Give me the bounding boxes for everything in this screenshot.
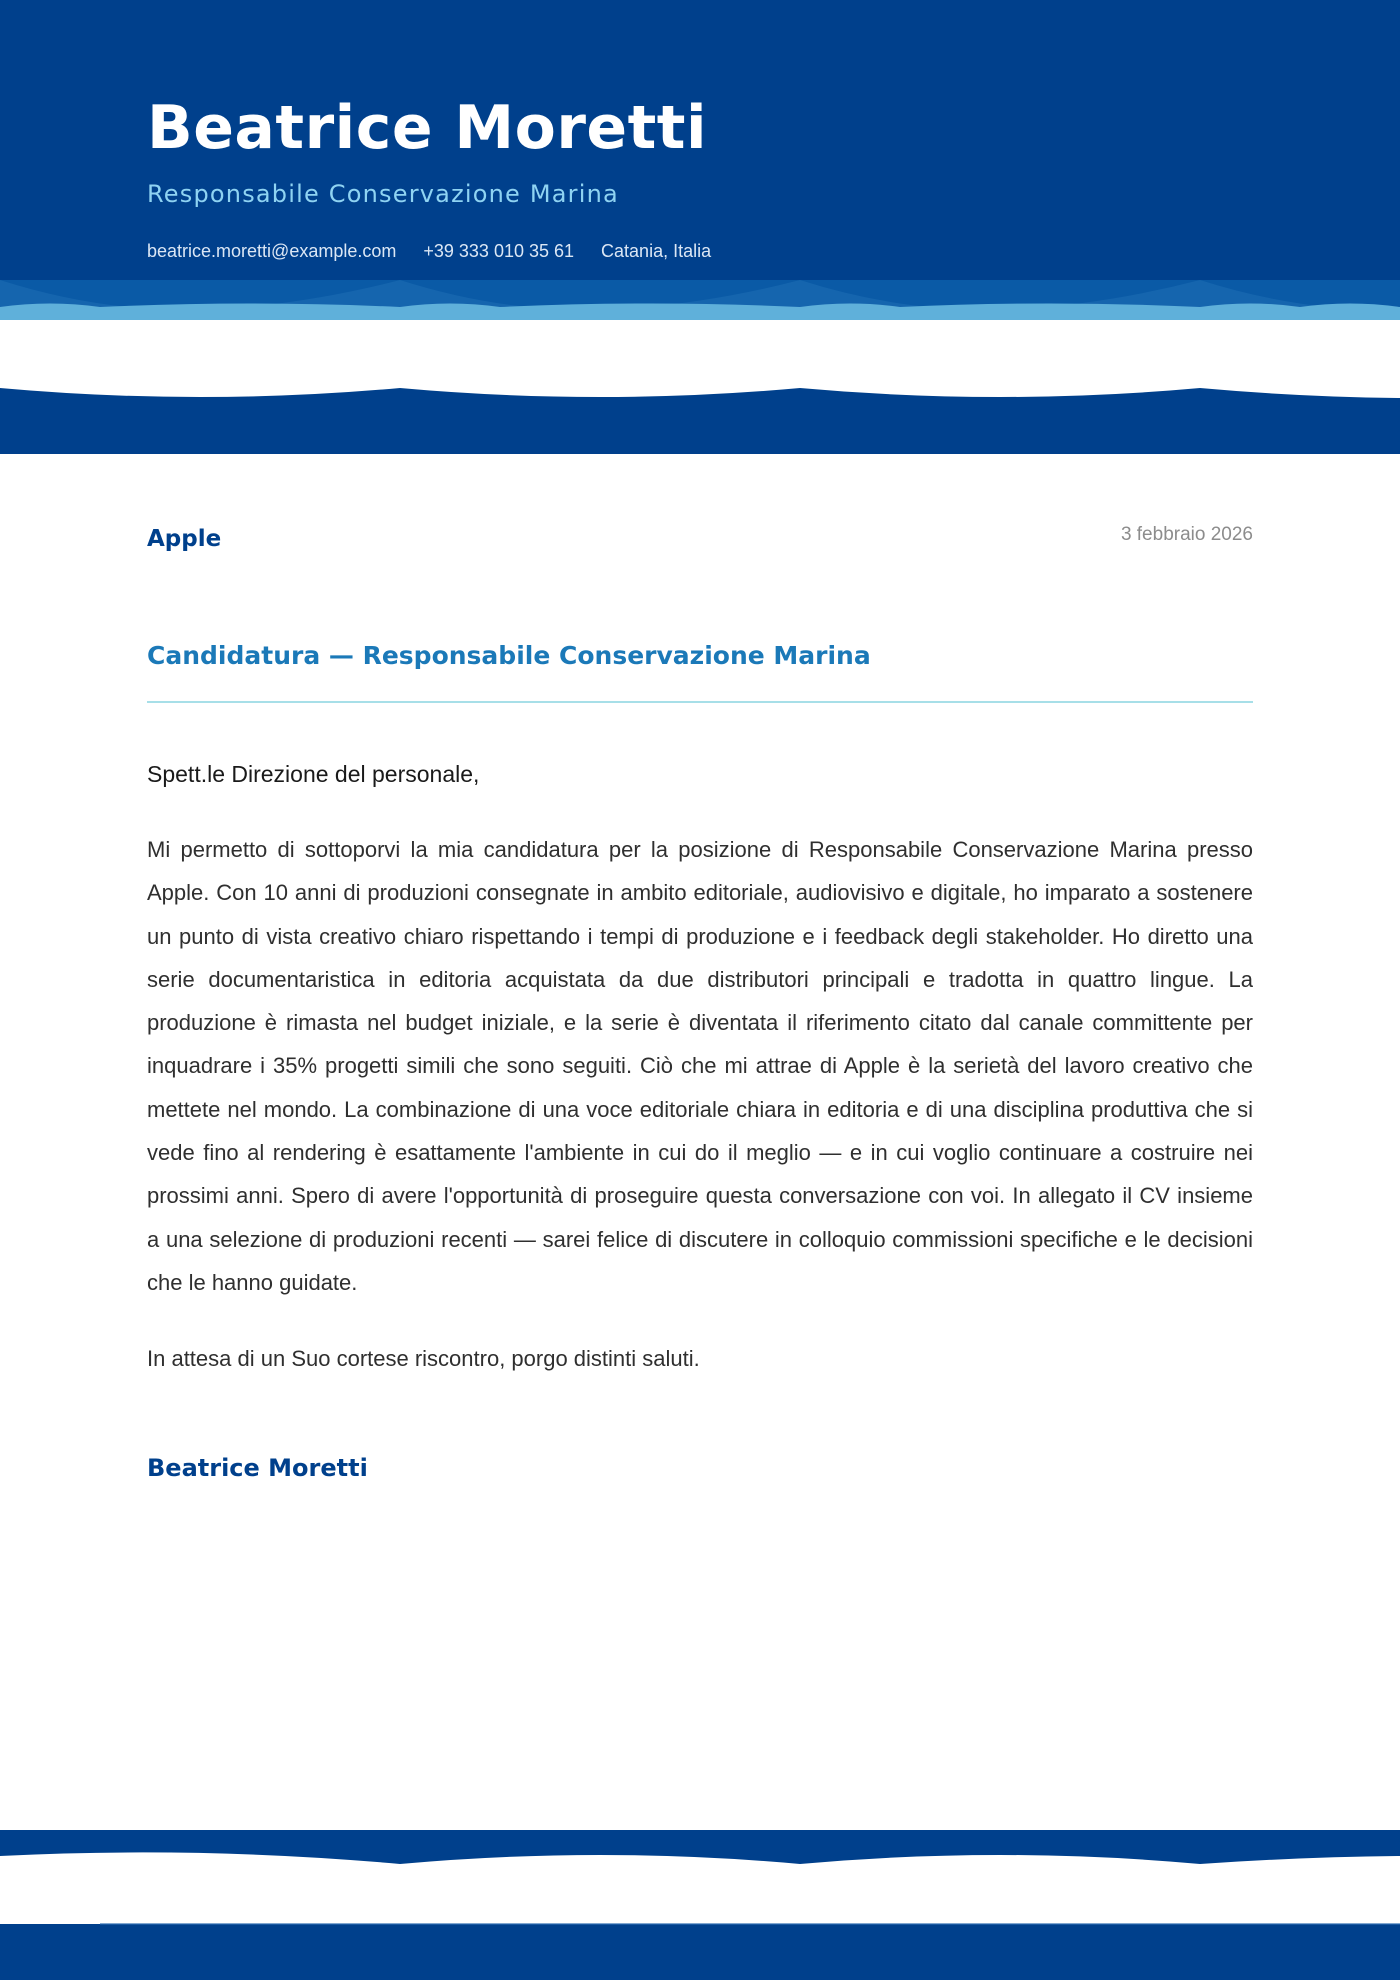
letter-salutation: Spett.le Direzione del personale, [147,761,480,787]
sender-role: Responsabile Conservazione Marina [147,180,619,208]
letter-body: Mi permetto di sottoporvi la mia candidatura per la posizione di Responsabile Conservazione Marina presso Apple. Con 10 anni di produzioni consegnate in ambito editoriale, audiovisivo e digitale, ho imparato a sostenere un punto di vista creativo chiaro rispettando i tempi di produzione e i feedback degli stakeholder. Ho diretto una serie documentaristica in editoria acquistata da due distributori principali e tradotta in quattro lingue. La produzione è rimasta nel budget iniziale, e la serie è diventata il riferimento citato dal canale committente per inquadrare i 35% progetti simili che sono seguiti. Ciò che mi attrae di Apple è la serietà del lavoro creativo che mettete nel mondo. La combinazione di una voce editoriale chiara in editoria e di una disciplina produttiva che si vede fino al rendering è esattamente l'ambiente in cui do il meglio — e in cui voglio continuare a costruire nei prossimi anni. Spero di avere l'opportunità di proseguire questa conversazione con voi. In allegato il CV insieme a una selezione di produzioni recenti — sarei felice di discutere in colloquio commissioni specifiche e le decisioni che le hanno guidate. [147,837,1253,1295]
letter-closing: In attesa di un Suo cortese riscontro, porgo distinti saluti. [147,1346,700,1371]
footer-band-edge [100,1923,1400,1925]
contact-phone: +39 333 010 35 61 [423,241,575,261]
recipient-company: Apple [147,526,222,552]
letter-date: 3 febbraio 2026 [1120,524,1253,545]
contact-location: Catania, Italia [601,241,712,261]
letter-signature: Beatrice Moretti [147,1454,368,1482]
footer-wave-decoration [0,1830,1400,1980]
letter-subject: Candidatura — Responsabile Conservazione Marina [147,641,871,670]
footer-band [0,1924,1400,1980]
contact-row [147,237,711,265]
sender-name: Beatrice Moretti [147,93,708,163]
wave-gap [0,320,1400,380]
footer-wave-top [0,1830,1400,1864]
letter-header [0,0,1400,280]
wave-dark-bottom [0,388,1400,454]
subject-divider [147,701,1253,703]
header-wave-decoration [0,270,1400,454]
contact-email: beatrice.moretti@example.com [147,241,397,261]
